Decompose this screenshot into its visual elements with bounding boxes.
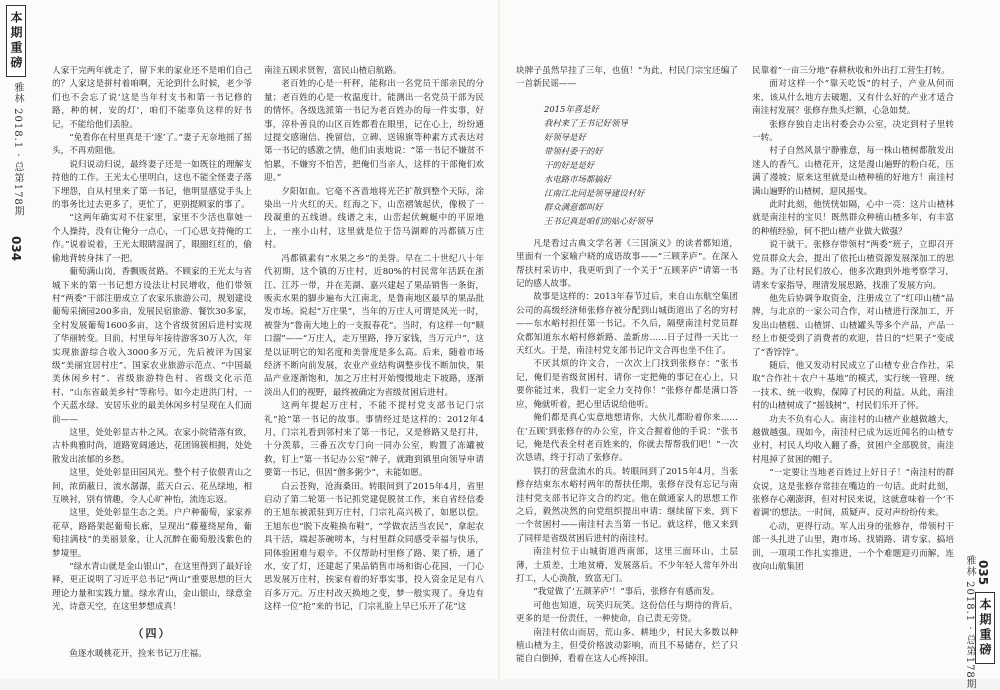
paragraph: 这里，处处彰显古朴之风。农家小院错落有致，古朴典雅时尚，道路宽阔通达，花团锦簇相拥，处处散发出浓郁的乡愁。 [52,427,252,465]
paragraph: 可他也知道，玩笑归玩笑。这份信任与期待的背后，更多的是一份责任，一种使命，自己责无旁贷。 [516,600,738,625]
paragraph: “我觉做了‘五颜茅庐’！”事后，张修存有感而发。 [533,587,720,598]
paragraph: 白云苍狗，沧海桑田。转眼间到了2015年4月，省里启动了第二轮第一书记抓党建促脱贫工作，来自省经信委的王旭东被派驻到万庄村，门宗礼高兴极了，如愿以偿。王旭东也“脱下皮鞋换布鞋”，“学做农活当农民”，拿起农具干活，端起茶碗唠本，与村里群众同感受幸福与快乐，同体验困难与艰辛。不仅帮助村里修了路、架了桥，通了水，安了灯，还建起了果品销售市场和街心花园，一门心思发展万庄村，挨家有着的好事实事，投入资金足足有八百多万元。万庄村改天换地之变，梦一般实现了。身边有这样一位“抢”来的书记，门宗礼脸上早已乐开了花“这 [264,481,484,613]
paragraph: 人家干完两年就走了，留下来的家业还不是咱们自己的？人家这是拼村着咱啊，无论到什么时候，老少爷们也不会忘了说‘这是当年村支书和第一书记修的路，种的树，安的灯’，咱们不能辜负这样的好书记，不能给他们丢脸。 [52,66,252,130]
poem-line: 王书记真是咱们的贴心好领导 [544,215,653,226]
paragraph: 夕阳如血。它毫不吝啬地将光芒扩散到整个天际，涂染出一片火红的天。红海之下，山峦褶皱起伏，像极了一段凝重的五线谱。线谱之末，山峦起伏蜿蜒中的平原地上，一座小山村，这里就是位于岱马湖畔的冯都镇万庄村。 [264,186,484,251]
paragraph: 村子自然风景宁静雅意，每一株山楂树都散发出迷人的香气。山楂花开，这是漫山遍野的粉白花，压满了漫坡；原来这里就是山楂种植的好地方！南洼村满山遍野的山楂树，迎风摇曳。 [752,146,954,197]
paragraph: 南洼村位于山城街道西南部，这里三面环山，土层薄，土质差，土地贫瘠，发展落后。不少年轻人常年外出打工，人心涣散，致富无门。 [516,547,738,584]
paragraph: 南洼五顾求贤智，富民山楂启航路。 [264,66,402,76]
paragraph: 他先后协调争取资金，注册成立了“红印山楂”品牌，与北京的一家公司合作，对山楂进行深加工，开发出山楂糕、山楂饼、山楂罐头等多个产品，产品一经上市便受到了消费者的欢迎，昔日的“烂果子”变成了“香饽饽”。 [752,293,954,358]
poem-line: 我村来了王书记好领导 [544,117,628,128]
poem-line: 带领村委干的好 [544,145,603,156]
paragraph: 铁打的营盘流水的兵。转眼间到了2015年4月，当张修存结束东水峪村两年的帮扶任期，张修存没有忘记与南洼村党支部书记许文合的约定。他在做通家人的思想工作之后，毅然决然的向党组织提出申请：继续留下来，到下一个贫困村——南洼村去当第一书记。就这样，他又来到了同样是省级贫困后进村的南洼村。 [516,466,738,544]
paragraph: 俺们都是真心实意地想请你，大伙儿都盼着你来……在‘五顾’到张修存的办公室，许文合握着他的手说：“张书记，俺是代表全村老百姓来的，你就去帮帮我们吧！”一次次恳请，终于打动了张修存。 [516,413,738,464]
paragraph: 块牌子虽然早挂了三年，也值！”为此，村民门宗宝还编了一首新民谣—— [516,66,738,90]
section-tab-right: 本期重磅 [975,592,995,664]
poem-line: 2015年喜是好 [544,103,599,114]
column-1 [52,65,252,660]
poem-line: 群众满意都叫好 [544,201,603,212]
column-3 [516,65,738,665]
paragraph: 南洼村依山而居，荒山多、耕地少，村民大多数以种植山楂为主，但受价格波动影响，而且不易储存，烂了只能自白倒掉，看着在这人心疼掉泪。 [516,627,738,665]
poem-line: 好领导是好 [544,131,586,142]
paragraph: 这里，处处彰显田园风光。整个村子依偎青山之间，浓荫蔽日，流水潺潺，蓝天白云、花丛绿地，相互映衬，别有情趣，令人心旷神怡，流连忘返。 [52,468,252,505]
paragraph: 随后，他又发动村民成立了山楂专业合作社，采取“合作社＋农户＋基地”的模式，实行统一管理、统一技术、统一收购，保障了村民的利益。从此，南洼村的山楂树成了“摇钱树”，村民们乐开了怀。 [752,360,954,412]
paragraph: 故事是这样的：2013年春节过后，来自山东航空集团公司的高级经济师张修存被分配到山城街道出了名的穷村——东水峪村担任第一书记。不久后，隔壁南洼村党员群众都知道东水峪村修新路、盖新房……日子过得一天比一天红火。于是，南洼村党支部书记许文合再也坐不住了。 [516,292,738,357]
paragraph: “绿水青山就是金山银山”，在这里得到了最好诠释，更正说明了习近平总书记“两山”重要思想的巨大理论力量和实践力量。绿水青山，金山银山，绿意金光，诗意天空，在这里梦想成真！ [52,562,252,613]
issue-info-right: 雅林 2018.1 · 总第178期 [964,555,975,690]
paragraph: 功夫不负有心人。南洼村的山楂产业越做越大，越做越强。现如今，南洼村已成为远近闻名的山楂专业村，村民人均收入翻了番，贫困户全部脱贫，南洼村甩掉了贫困的帽子。 [752,414,954,465]
poem-line: 干的好是是好 [544,159,595,170]
paragraph: 葡萄满山岗，香飘贩贫路。不顾家的王光太与省城下来的第一书记想方设法让村民增收，他们带领村“两委”干部注册成立了农家乐旅游公司，规划建设葡萄采摘园200多亩，发展民宿旅游、餐饮30多家，全村发展葡萄1600多亩，这个省级贫困后进村实现了华丽转变。目前，村里每年接待游客30万人次，年实现旅游综合收入3000多万元，先后被评为国家级“美丽宜居村庄”、国家农业旅游示范点、“中国最美休闲乡村”、省级旅游特色村、省级文化示范村、“山东省最美乡村”等称号。如今走进洪门村，一个天蓝水绿、安居乐业的最美休闲乡村呈现在人们面前—— [52,267,252,425]
folk-rhyme [544,102,738,228]
paragraph: 心动，更得行动。军人出身的张修存，带领村干部一头扎进了山里，跑市场、找销路、请专家、搞培训，一项项工作扎实推进，一个个难题迎刃而解，连夜向山航集团 [752,521,954,573]
paragraph: “一定要让当地老百姓过上好日子！”南洼村的群众说，这是张修存常挂在嘴边的一句话。此时此刻，张修存心潮澎湃，但对村民来说，这就意味着一个‘不着调’的想法。一时间，质疑声、反对声纷纷传来。 [752,468,954,519]
section-tab-left: 本期重磅 [6,5,26,77]
poem-line: 江南江北同是领导建设村好 [544,187,645,198]
paragraph: 不厌其烦的许文合，一次次上门找到张修存：“张书记，俺们是省级贫困村，请你一定把俺的事记在心上，只要你能过来，我们一定全力支持你！”张修存都是满口答应，俺就听着，把心里话说给他听。 [516,359,738,410]
paragraph: 面对这样一个“靠天吃饭”的村子，产业从何而来，该从什么地方去破题，又有什么好的产业才适合南洼村发展？张修存焦头烂额，心急如焚。 [752,79,954,117]
left-page [0,0,500,679]
paragraph: 民靠着“一亩三分地”春耕秋收和外出打工营生打转。 [752,66,950,76]
column-2 [264,65,484,655]
paragraph: 冯都镇素有“水果之乡”的美誉。早在二十世纪八十年代初期，这个镇的万庄村，近80%的村民常年活跃在浙江、江苏一带，并在芜湖、嘉兴建起了果品销售一条街，贩卖水果的脚步遍布大江南北，是鲁南地区最早的果品批发市场。说起“万庄果”，当年的万庄人可谓是风光一时，被誉为“鲁南大地上的一支报春花”。当时，有这样一句“顺口溜”——“万庄人，走万里路，挣万家钱，当万元户”，这是以证明它的知名度和美誉度是多么高。后来，随着市场经济不断向前发展，农业产业结构调整步伐不断加快，果品产业逐渐饱和，加之万庄村开始慢慢地走下坡路，逐渐淡出人们的视野，最终被确定为省级贫困后进村。 [264,253,484,398]
paragraph: 说干就干。张修存带领村“两委”班子，立即召开党员群众大会，提出了依托山楂资源发展深加工的思路。为了让村民们放心，他多次跑到外地考察学习，请来专家指导，理清发展思路，找准了发展方向。 [752,240,954,291]
column-1-paras [52,65,252,615]
paragraph: 张修存独自走出村委会办公室，决定到村子里转一转。 [752,119,954,144]
paragraph: 凡是看过古典文学名著《三国演义》的读者都知道，里面有一个家喻户晓的成语故事——“三顾茅庐”。在深入帮扶村采访中，我更听到了一个关于“五顾茅庐”请第一书记的感人故事。 [516,238,738,290]
page-number-left: 034 [9,236,23,262]
paragraph: 鱼逐水暖桃花开，捡来书记万庄福。 [69,649,207,660]
paragraph: 说归说动归说，最终妻子还是一如既往的理解支持他的工作。王光太心里明白，这也不能全怪妻子落下埋怨，自从村里来了第一书记，他明显感觉手头上的事务比过去更多了，更忙了，更别提顾家的事了。 [52,159,252,211]
paragraph: “免看你在村里真是干‘逐’了。”妻子无奈地摇了摇头，不再劝阻他。 [52,133,252,157]
right-page [500,0,1000,690]
paragraph: 此时此刻，他恍恍如隔，心中一亮：这片山楂林就是南洼村的宝贝！既然群众种植山楂多年，有丰富的种植经验，何不把山楂产业做大做强？ [752,200,954,237]
section-heading: （四） [132,626,172,640]
paragraph: 老百姓的心是一杆秤，能称出一名党员干部亲民的分量；老百姓的心是一枚温度计，能测出一名党员干部为民的情怀。各级选派第一书记为老百姓办的每一件实事，好事，淳朴善良的山区百姓都看在眼里，记在心上，纷纷通过提交感谢信、挽留信，立碑、送锦旗等种素方式表达对第一书记的感激之情，他们由衷地说：“第一书记不嫌贫不怕累，不嫌穷不怕苦，把俺们当亲人，这样的干部俺们欢迎。” [264,79,484,184]
paragraph: 这两年提起万庄村，不能不提村党支部书记门宗礼“抢”第一书记的故事。事情经过是这样的：2012年4月，门宗礼看到邻村来了第一书记，又是修路又是打井，十分羡慕，三番五次专门向一同办公室，购置了冻罐被救，钉上“第一书记办公室”牌子，就跑到镇里向领导申请要第一书记，但因“僧多粥少”，未能如愿。 [264,401,484,479]
paragraph: “这两年确实对不住家里，家里不少活也靠她一个人操持，没有让俺分一点心，一门心思支持俺的工作。”说着说着，王光太眼睛湿润了，眼圈红红的，偷偷地背转身抹了一把。 [52,213,252,264]
page-number-right: 035 [976,560,990,586]
poem-line: 水电路市场都搞好 [544,173,611,184]
column-4 [752,65,954,655]
paragraph: 这里，处处彰显生态之美。户户种葡萄，家家养花草，路路架起葡萄长廊，呈现出“藤蔓绕屋角，葡萄挂满枝”的美丽景象，让人沉醉在葡萄般浅紫色的梦境里。 [52,508,252,559]
issue-info-left: 雅林 2018.1 · 总第178期 [12,82,23,217]
